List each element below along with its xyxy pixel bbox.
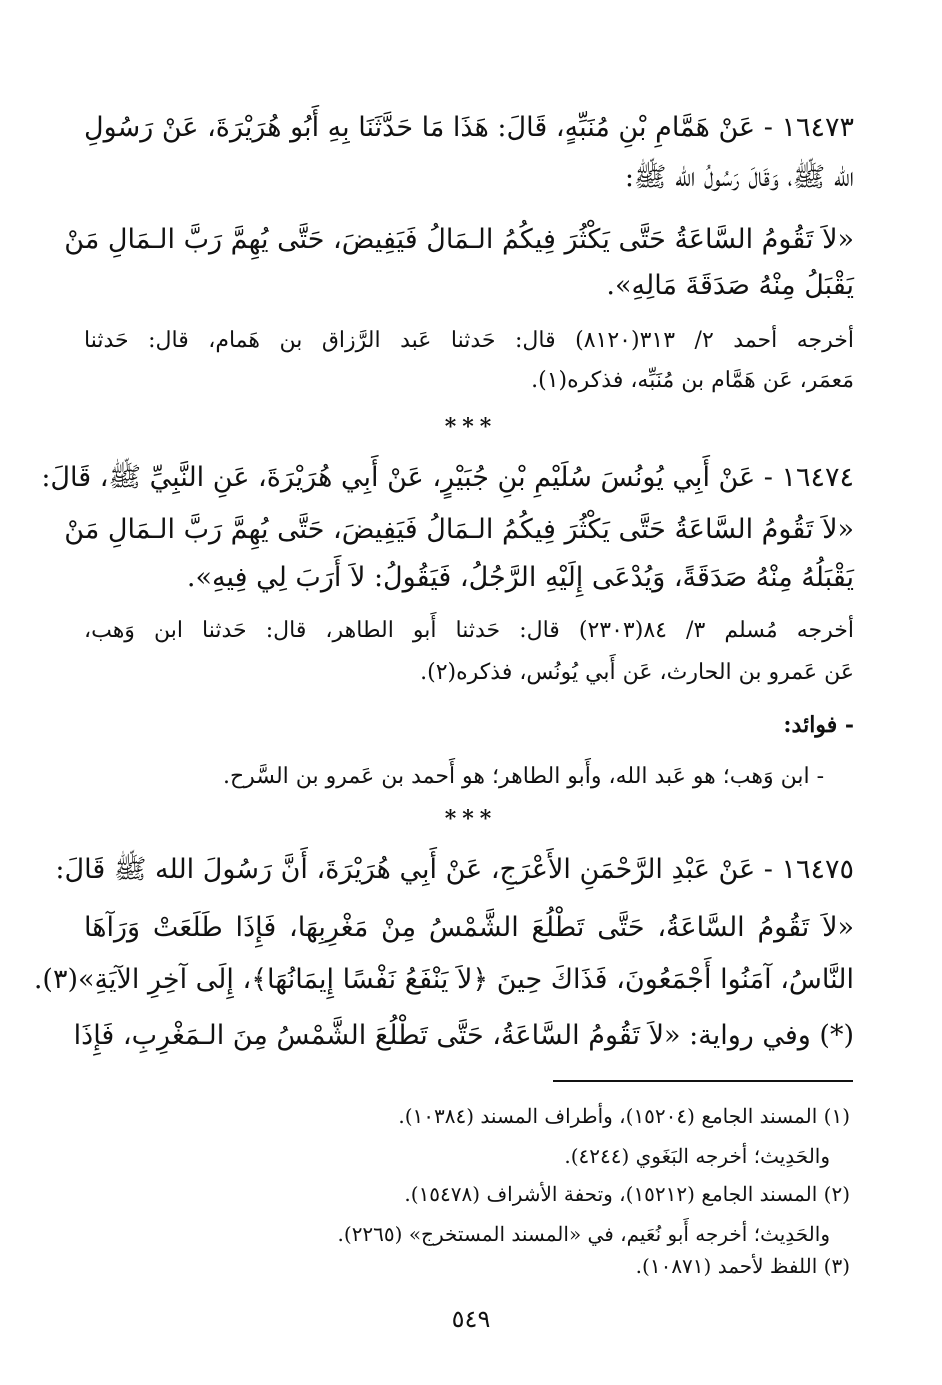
page-number: ٥٤٩ — [451, 1305, 491, 1333]
hadith-16473-ref-2: مَعمَر، عَن هَمَّام بن مُنَبِّه، فذكره(١). — [531, 368, 854, 393]
hadith-16475-line-1: ١٦٤٧٥ - عَنْ عَبْدِ الرَّحْمَنِ الأَعْرَجِ، عَنْ أَبِي هُرَيْرَةَ، أَنَّ رَسُولَ الله ﷺ قَالَ: — [55, 854, 854, 885]
hadith-16475-text-1: «لاَ تَقُومُ السَّاعَةُ، حَتَّى تَطْلُعَ الشَّمْسُ مِنْ مَغْرِبِهَا، فَإِذَا طَلَعَتْ وَرَآهَا — [84, 912, 854, 943]
footnote-3: (٣) اللفظ لأحمد (١٠٨٧١). — [635, 1254, 850, 1278]
footnote-1-continued: والحَدِيث؛ أخرجه البَغَوي (٤٢٤٤). — [564, 1144, 830, 1168]
hadith-16473-ref-1: أخرجه أحمد ٢/ ٣١٣(٨١٢٠) قال: حَدثنا عَبد الرَّزاق بن هَمام، قال: حَدثنا — [84, 328, 854, 353]
footnote-1: (١) المسند الجامع (١٥٢٠٤)، وأطراف المسند (١٠٣٨٤). — [398, 1104, 850, 1128]
section-separator-2: *** — [444, 806, 498, 832]
hadith-16474-ref-1: أخرجه مُسلم ٣/ ٨٤(٢٣٠٣) قال: حَدثنا أَبو الطاهر، قال: حَدثنا ابن وَهب، — [84, 618, 855, 643]
hadith-16473-line-2: الله ﷺ، وَقَالَ رَسُولُ الله ﷺ: — [624, 162, 854, 193]
hadith-16473-text-1: «لاَ تَقُومُ السَّاعَةُ حَتَّى يَكْثُرَ فِيكُمُ الـمَالُ فَيَفِيضَ، حَتَّى يُهِمَّ رَبَّ الـمَالِ مَنْ — [64, 224, 854, 255]
hadith-16474-text-1: «لاَ تَقُومُ السَّاعَةُ حَتَّى يَكْثُرَ فِيكُمُ الـمَالُ فَيَفِيضَ، حَتَّى يُهِمَّ رَبَّ الـمَالِ مَنْ — [64, 514, 854, 545]
footnote-2-continued: والحَدِيث؛ أخرجه أَبو نُعَيم، في «المسند المستخرج» (٢٢٦٥). — [337, 1222, 830, 1246]
footnote-2: (٢) المسند الجامع (١٥٢١٢)، وتحفة الأشراف (١٥٤٧٨). — [404, 1182, 850, 1206]
hadith-16473-text-2: يَقْبَلُ مِنْهُ صَدَقَةَ مَالِهِ». — [606, 270, 854, 301]
fawaid-title: - فوائد: — [783, 712, 854, 738]
hadith-16475-text-2: النَّاسُ، آمَنُوا أَجْمَعُونَ، فَذَاكَ حِينَ ﴿لاَ يَنْفَعُ نَفْسًا إِيمَانُهَا﴾، إِلَى آخِرِ الآيَةِ»(٣). — [33, 964, 854, 995]
hadith-16474-text-2: يَقْبَلُهُ مِنْهُ صَدَقَةً، وَيُدْعَى إِلَيْهِ الرَّجُلُ، فَيَقُولُ: لاَ أَرَبَ لِي فِيهِ». — [186, 562, 854, 593]
hadith-16475-text-3: (*) وفي رواية: «لاَ تَقُومُ السَّاعَةُ، حَتَّى تَطْلُعَ الشَّمْسُ مِنَ الـمَغْرِبِ، فَإِذَا — [73, 1020, 854, 1051]
hadith-16474-ref-2: عَن عَمرو بن الحارث، عَن أَبي يُونُس، فذكره(٢). — [420, 660, 854, 685]
hadith-16474-line-1: ١٦٤٧٤ - عَنْ أَبِي يُونُسَ سُلَيْمِ بْنِ جُبَيْرٍ، عَنْ أَبِي هُرَيْرَةَ، عَنِ النَّبِيِّ ﷺ، قَالَ: — [41, 462, 854, 493]
footnote-separator — [553, 1080, 853, 1082]
section-separator-1: *** — [444, 414, 498, 440]
hadith-16473-line-1: ١٦٤٧٣ - عَنْ هَمَّامِ بْنِ مُنَبِّهٍ، قَالَ: هَذَا مَا حَدَّثَنَا بِهِ أَبُو هُرَيْرَةَ، عَنْ رَسُولِ — [84, 112, 854, 143]
fawaid-text: - ابن وَهب؛ هو عَبد الله، وأَبو الطاهر؛ هو أَحمد بن عَمرو بن السَّرح. — [222, 764, 824, 789]
